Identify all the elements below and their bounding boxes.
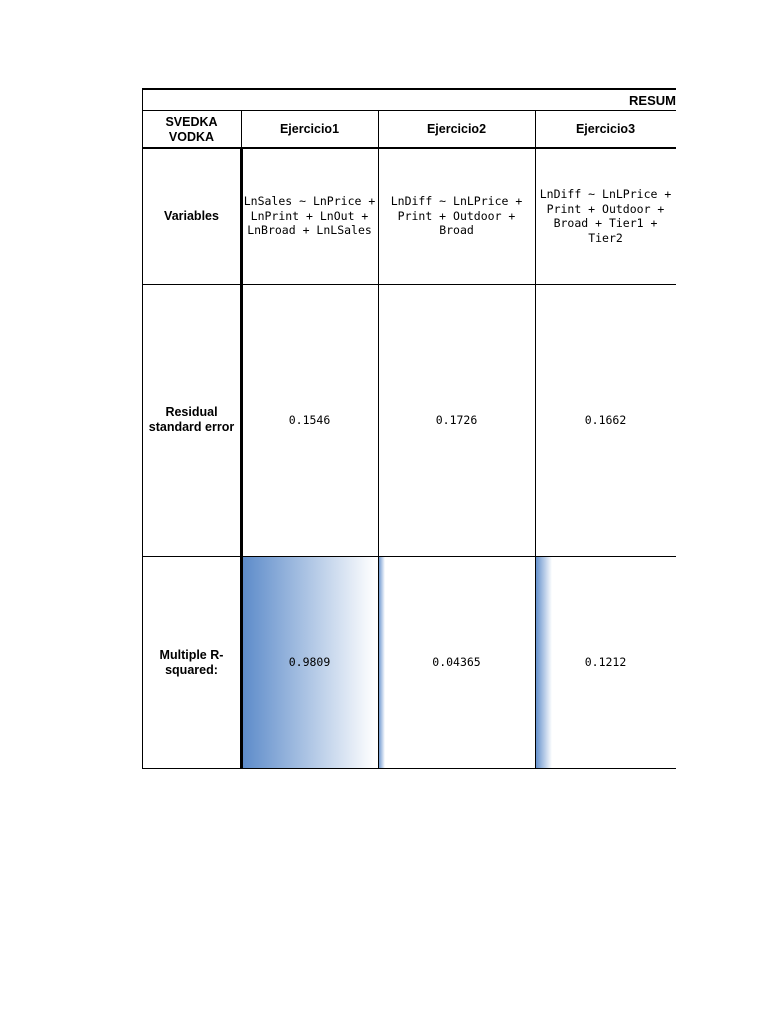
- row-label: Residual standard error: [148, 405, 235, 434]
- cell-r2-ejercicio1[interactable]: [241, 556, 378, 769]
- row-label-multiple-r-squared[interactable]: [142, 556, 241, 769]
- cell-rse-ejercicio2[interactable]: [378, 284, 535, 556]
- grid-line-thick: [240, 148, 243, 769]
- column-header-ejercicio3[interactable]: [535, 110, 676, 148]
- table-title: RESUM: [629, 92, 676, 108]
- corner-header-label: SVEDKA VODKA: [165, 114, 218, 144]
- cell-value: LnSales ~ LnPrice + LnPrint + LnOut + LnBroad + LnLSales: [243, 194, 376, 238]
- cell-value: 0.9809: [288, 655, 331, 670]
- column-header-ejercicio2[interactable]: [378, 110, 535, 148]
- column-header-ejercicio1[interactable]: [241, 110, 378, 148]
- corner-header-cell[interactable]: [142, 110, 241, 148]
- cell-value: LnDiff ~ LnLPrice + Print + Outdoor + Broad + Tier1 + Tier2: [539, 187, 672, 245]
- data-bar: [378, 556, 385, 769]
- grid-line: [142, 556, 676, 557]
- cell-variables-ejercicio1[interactable]: [241, 148, 378, 284]
- grid-line: [535, 110, 536, 769]
- cell-value: 0.1212: [584, 655, 627, 670]
- grid-line: [142, 110, 676, 111]
- cell-variables-ejercicio2[interactable]: [378, 148, 535, 284]
- row-label: Multiple R-squared:: [159, 647, 224, 677]
- cell-value: 0.1546: [288, 412, 331, 427]
- cell-value: LnDiff ~ LnLPrice + Print + Outdoor + Broad: [390, 194, 523, 238]
- cell-r2-ejercicio2[interactable]: [378, 556, 535, 769]
- cell-value: 0.1662: [584, 412, 627, 427]
- cell-value: 0.04365: [432, 655, 481, 670]
- grid-line: [142, 768, 676, 769]
- grid-line-thick: [142, 147, 676, 149]
- column-header-label: Ejercicio2: [426, 122, 487, 136]
- summary-table: [142, 88, 676, 769]
- column-header-label: Ejercicio3: [575, 122, 636, 136]
- cell-rse-ejercicio3[interactable]: [535, 284, 676, 556]
- column-header-label: Ejercicio1: [279, 122, 340, 136]
- row-label: Variables: [164, 208, 219, 223]
- grid-line: [241, 110, 242, 148]
- cell-r2-ejercicio3[interactable]: [535, 556, 676, 769]
- cell-variables-ejercicio3[interactable]: [535, 148, 676, 284]
- row-label-variables[interactable]: [142, 148, 241, 284]
- grid-line: [142, 88, 143, 769]
- cell-value: 0.1726: [435, 412, 478, 427]
- table-title-cell[interactable]: [142, 88, 676, 110]
- grid-line: [142, 284, 676, 285]
- cell-rse-ejercicio1[interactable]: [241, 284, 378, 556]
- grid-line: [378, 110, 379, 769]
- row-label-residual-standard-error[interactable]: [142, 284, 241, 556]
- data-bar: [535, 556, 552, 769]
